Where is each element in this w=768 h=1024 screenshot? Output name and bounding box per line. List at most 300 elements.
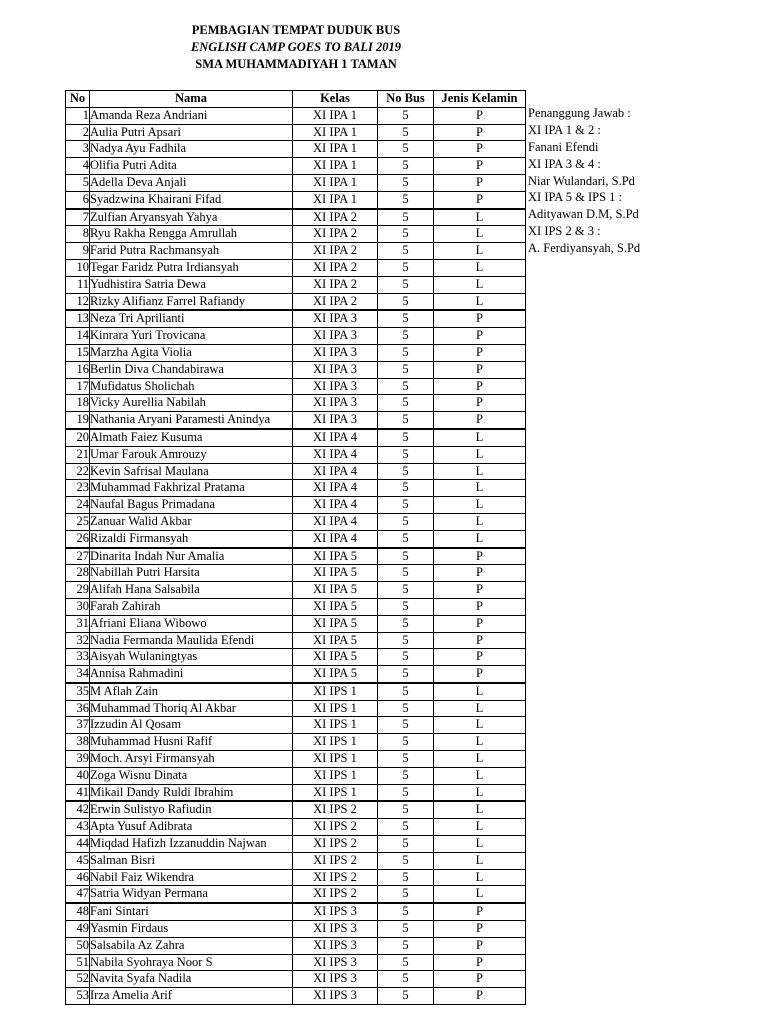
row-number: 25 bbox=[66, 513, 90, 530]
class-name: XI IPA 1 bbox=[293, 191, 378, 208]
column-header-no: No bbox=[66, 91, 90, 108]
class-name: XI IPA 4 bbox=[293, 480, 378, 497]
supervisor-line: XI IPA 5 & IPS 1 : bbox=[528, 190, 623, 205]
seating-table bbox=[65, 90, 526, 1005]
gender: P bbox=[434, 615, 526, 632]
row-number: 27 bbox=[66, 548, 90, 565]
class-name: XI IPS 1 bbox=[293, 784, 378, 801]
gender: L bbox=[434, 243, 526, 260]
gender: L bbox=[434, 209, 526, 226]
student-name: Nabillah Putri Harsita bbox=[90, 565, 293, 582]
row-number: 33 bbox=[66, 649, 90, 666]
class-name: XI IPA 5 bbox=[293, 548, 378, 565]
bus-number: 5 bbox=[378, 141, 434, 158]
student-name: Annisa Rahmadini bbox=[90, 666, 293, 683]
student-name: Tegar Faridz Putra Irdiansyah bbox=[90, 259, 293, 276]
gender: P bbox=[434, 921, 526, 938]
table-row bbox=[66, 293, 526, 310]
table-row bbox=[66, 717, 526, 734]
row-number: 39 bbox=[66, 751, 90, 768]
class-name: XI IPA 5 bbox=[293, 598, 378, 615]
row-number: 1 bbox=[66, 107, 90, 124]
row-number: 51 bbox=[66, 954, 90, 971]
gender: L bbox=[434, 852, 526, 869]
table-row bbox=[66, 158, 526, 175]
class-name: XI IPS 2 bbox=[293, 836, 378, 853]
bus-number: 5 bbox=[378, 886, 434, 903]
bus-number: 5 bbox=[378, 259, 434, 276]
table-row bbox=[66, 226, 526, 243]
table-row bbox=[66, 615, 526, 632]
school-name: SMA MUHAMMADIYAH 1 TAMAN bbox=[195, 57, 397, 71]
class-name: XI IPA 1 bbox=[293, 107, 378, 124]
student-name: Berlin Diva Chandabirawa bbox=[90, 361, 293, 378]
bus-number: 5 bbox=[378, 497, 434, 514]
student-name: Zanuar Walid Akbar bbox=[90, 513, 293, 530]
row-number: 32 bbox=[66, 632, 90, 649]
row-number: 31 bbox=[66, 615, 90, 632]
table-row bbox=[66, 751, 526, 768]
student-name: Vicky Aurellia Nabilah bbox=[90, 395, 293, 412]
class-name: XI IPS 3 bbox=[293, 954, 378, 971]
gender: L bbox=[434, 446, 526, 463]
table-row bbox=[66, 784, 526, 801]
bus-number: 5 bbox=[378, 107, 434, 124]
row-number: 46 bbox=[66, 869, 90, 886]
table-row bbox=[66, 819, 526, 836]
gender: L bbox=[434, 463, 526, 480]
gender: P bbox=[434, 971, 526, 988]
gender: L bbox=[434, 513, 526, 530]
class-name: XI IPA 2 bbox=[293, 259, 378, 276]
student-name: Alifah Hana Salsabila bbox=[90, 582, 293, 599]
gender: P bbox=[434, 158, 526, 175]
row-number: 24 bbox=[66, 497, 90, 514]
table-row bbox=[66, 869, 526, 886]
bus-number: 5 bbox=[378, 463, 434, 480]
bus-number: 5 bbox=[378, 903, 434, 920]
bus-number: 5 bbox=[378, 784, 434, 801]
row-number: 12 bbox=[66, 293, 90, 310]
bus-number: 5 bbox=[378, 582, 434, 599]
bus-number: 5 bbox=[378, 226, 434, 243]
bus-number: 5 bbox=[378, 751, 434, 768]
gender: P bbox=[434, 310, 526, 327]
row-number: 42 bbox=[66, 801, 90, 818]
class-name: XI IPA 1 bbox=[293, 158, 378, 175]
class-name: XI IPA 1 bbox=[293, 124, 378, 141]
student-name: Muhammad Thoriq Al Akbar bbox=[90, 700, 293, 717]
bus-number: 5 bbox=[378, 717, 434, 734]
student-name: Irza Amelia Arif bbox=[90, 988, 293, 1005]
class-name: XI IPA 3 bbox=[293, 310, 378, 327]
gender: L bbox=[434, 767, 526, 784]
column-header-jenis-kelamin: Jenis Kelamin bbox=[434, 91, 526, 108]
table-row bbox=[66, 921, 526, 938]
column-header-no-bus: No Bus bbox=[378, 91, 434, 108]
gender: P bbox=[434, 937, 526, 954]
row-number: 38 bbox=[66, 734, 90, 751]
row-number: 41 bbox=[66, 784, 90, 801]
bus-number: 5 bbox=[378, 598, 434, 615]
class-name: XI IPA 3 bbox=[293, 395, 378, 412]
class-name: XI IPS 1 bbox=[293, 734, 378, 751]
table-row bbox=[66, 259, 526, 276]
row-number: 48 bbox=[66, 903, 90, 920]
gender: P bbox=[434, 174, 526, 191]
gender: L bbox=[434, 276, 526, 293]
bus-number: 5 bbox=[378, 429, 434, 446]
student-name: Neza Tri Aprilianti bbox=[90, 310, 293, 327]
class-name: XI IPA 4 bbox=[293, 446, 378, 463]
class-name: XI IPA 4 bbox=[293, 530, 378, 547]
table-row bbox=[66, 649, 526, 666]
class-name: XI IPS 2 bbox=[293, 819, 378, 836]
row-number: 13 bbox=[66, 310, 90, 327]
table-row bbox=[66, 513, 526, 530]
bus-number: 5 bbox=[378, 378, 434, 395]
table-row bbox=[66, 971, 526, 988]
student-name: Rizaldi Firmansyah bbox=[90, 530, 293, 547]
gender: L bbox=[434, 480, 526, 497]
row-number: 17 bbox=[66, 378, 90, 395]
class-name: XI IPA 5 bbox=[293, 565, 378, 582]
student-name: Marzha Agita Violia bbox=[90, 344, 293, 361]
table-row bbox=[66, 548, 526, 565]
gender: P bbox=[434, 378, 526, 395]
student-name: Fani Sintari bbox=[90, 903, 293, 920]
class-name: XI IPA 5 bbox=[293, 666, 378, 683]
gender: L bbox=[434, 819, 526, 836]
row-number: 44 bbox=[66, 836, 90, 853]
table-row bbox=[66, 463, 526, 480]
table-row bbox=[66, 954, 526, 971]
bus-number: 5 bbox=[378, 276, 434, 293]
row-number: 14 bbox=[66, 328, 90, 345]
table-row bbox=[66, 395, 526, 412]
class-name: XI IPA 4 bbox=[293, 463, 378, 480]
row-number: 49 bbox=[66, 921, 90, 938]
class-name: XI IPA 3 bbox=[293, 344, 378, 361]
student-name: M Aflah Zain bbox=[90, 683, 293, 700]
table-row bbox=[66, 446, 526, 463]
bus-number: 5 bbox=[378, 361, 434, 378]
gender: P bbox=[434, 632, 526, 649]
student-name: Olifia Putri Adita bbox=[90, 158, 293, 175]
student-name: Almath Faiez Kusuma bbox=[90, 429, 293, 446]
table-row bbox=[66, 903, 526, 920]
bus-number: 5 bbox=[378, 124, 434, 141]
gender: L bbox=[434, 259, 526, 276]
gender: L bbox=[434, 293, 526, 310]
bus-number: 5 bbox=[378, 954, 434, 971]
supervisor-line: Fanani Efendi bbox=[528, 139, 599, 154]
table-row bbox=[66, 412, 526, 429]
gender: P bbox=[434, 582, 526, 599]
class-name: XI IPA 3 bbox=[293, 328, 378, 345]
table-row bbox=[66, 191, 526, 208]
gender: P bbox=[434, 141, 526, 158]
class-name: XI IPA 2 bbox=[293, 293, 378, 310]
gender: P bbox=[434, 328, 526, 345]
row-number: 9 bbox=[66, 243, 90, 260]
table-row bbox=[66, 582, 526, 599]
column-header-nama: Nama bbox=[90, 91, 293, 108]
class-name: XI IPA 2 bbox=[293, 243, 378, 260]
row-number: 47 bbox=[66, 886, 90, 903]
row-number: 43 bbox=[66, 819, 90, 836]
gender: P bbox=[434, 344, 526, 361]
student-name: Yasmin Firdaus bbox=[90, 921, 293, 938]
class-name: XI IPS 2 bbox=[293, 852, 378, 869]
class-name: XI IPA 5 bbox=[293, 582, 378, 599]
supervisor-line: XI IPA 1 & 2 : bbox=[528, 122, 601, 137]
bus-number: 5 bbox=[378, 937, 434, 954]
table-row bbox=[66, 276, 526, 293]
student-name: Adella Deva Anjali bbox=[90, 174, 293, 191]
event-subtitle: ENGLISH CAMP GOES TO BALI 2019 bbox=[190, 40, 402, 54]
class-name: XI IPA 2 bbox=[293, 226, 378, 243]
table-row bbox=[66, 174, 526, 191]
row-number: 3 bbox=[66, 141, 90, 158]
row-number: 45 bbox=[66, 852, 90, 869]
table-row bbox=[66, 734, 526, 751]
row-number: 34 bbox=[66, 666, 90, 683]
supervisor-line: A. Ferdiyansyah, S.Pd bbox=[528, 241, 641, 256]
bus-number: 5 bbox=[378, 819, 434, 836]
gender: P bbox=[434, 548, 526, 565]
document-title: PEMBAGIAN TEMPAT DUDUK BUS bbox=[191, 23, 401, 37]
student-name: Salman Bisri bbox=[90, 852, 293, 869]
row-number: 8 bbox=[66, 226, 90, 243]
bus-number: 5 bbox=[378, 836, 434, 853]
row-number: 29 bbox=[66, 582, 90, 599]
table-row bbox=[66, 310, 526, 327]
row-number: 26 bbox=[66, 530, 90, 547]
table-row bbox=[66, 344, 526, 361]
bus-number: 5 bbox=[378, 174, 434, 191]
bus-number: 5 bbox=[378, 513, 434, 530]
row-number: 21 bbox=[66, 446, 90, 463]
bus-number: 5 bbox=[378, 395, 434, 412]
student-name: Mufidatus Sholichah bbox=[90, 378, 293, 395]
table-row bbox=[66, 497, 526, 514]
document-header bbox=[0, 22, 592, 73]
row-number: 36 bbox=[66, 700, 90, 717]
student-name: Navita Syafa Nadila bbox=[90, 971, 293, 988]
row-number: 20 bbox=[66, 429, 90, 446]
row-number: 37 bbox=[66, 717, 90, 734]
row-number: 18 bbox=[66, 395, 90, 412]
student-name: Izzudin Al Qosam bbox=[90, 717, 293, 734]
class-name: XI IPS 2 bbox=[293, 869, 378, 886]
student-name: Kinrara Yuri Trovicana bbox=[90, 328, 293, 345]
class-name: XI IPA 2 bbox=[293, 276, 378, 293]
table-row bbox=[66, 565, 526, 582]
bus-number: 5 bbox=[378, 530, 434, 547]
table-row bbox=[66, 852, 526, 869]
gender: L bbox=[434, 226, 526, 243]
gender: L bbox=[434, 869, 526, 886]
table-row bbox=[66, 683, 526, 700]
gender: P bbox=[434, 649, 526, 666]
row-number: 19 bbox=[66, 412, 90, 429]
table-row bbox=[66, 598, 526, 615]
row-number: 5 bbox=[66, 174, 90, 191]
gender: L bbox=[434, 801, 526, 818]
table-row bbox=[66, 632, 526, 649]
class-name: XI IPS 1 bbox=[293, 717, 378, 734]
gender: L bbox=[434, 734, 526, 751]
student-name: Zulfian Aryansyah Yahya bbox=[90, 209, 293, 226]
bus-number: 5 bbox=[378, 293, 434, 310]
gender: P bbox=[434, 395, 526, 412]
row-number: 30 bbox=[66, 598, 90, 615]
bus-number: 5 bbox=[378, 412, 434, 429]
bus-number: 5 bbox=[378, 700, 434, 717]
student-name: Nabil Faiz Wikendra bbox=[90, 869, 293, 886]
supervisor-list bbox=[528, 105, 640, 257]
gender: P bbox=[434, 903, 526, 920]
row-number: 7 bbox=[66, 209, 90, 226]
bus-number: 5 bbox=[378, 666, 434, 683]
bus-number: 5 bbox=[378, 191, 434, 208]
bus-number: 5 bbox=[378, 852, 434, 869]
student-name: Moch. Arsyi Firmansyah bbox=[90, 751, 293, 768]
class-name: XI IPS 2 bbox=[293, 801, 378, 818]
student-name: Afriani Eliana Wibowo bbox=[90, 615, 293, 632]
table-row bbox=[66, 361, 526, 378]
row-number: 15 bbox=[66, 344, 90, 361]
gender: L bbox=[434, 751, 526, 768]
student-name: Nabila Syohraya Noor S bbox=[90, 954, 293, 971]
table-row bbox=[66, 378, 526, 395]
gender: L bbox=[434, 784, 526, 801]
table-row bbox=[66, 767, 526, 784]
table-row bbox=[66, 937, 526, 954]
table-row bbox=[66, 429, 526, 446]
class-name: XI IPS 1 bbox=[293, 683, 378, 700]
gender: P bbox=[434, 361, 526, 378]
student-name: Zoga Wisnu Dinata bbox=[90, 767, 293, 784]
student-name: Miqdad Hafizh Izzanuddin Najwan bbox=[90, 836, 293, 853]
gender: P bbox=[434, 988, 526, 1005]
table-row bbox=[66, 836, 526, 853]
bus-number: 5 bbox=[378, 446, 434, 463]
bus-number: 5 bbox=[378, 801, 434, 818]
class-name: XI IPS 3 bbox=[293, 921, 378, 938]
bus-number: 5 bbox=[378, 683, 434, 700]
student-name: Farah Zahirah bbox=[90, 598, 293, 615]
student-name: Nathania Aryani Paramesti Anindya bbox=[90, 412, 293, 429]
row-number: 10 bbox=[66, 259, 90, 276]
bus-number: 5 bbox=[378, 632, 434, 649]
student-name: Aulia Putri Apsari bbox=[90, 124, 293, 141]
class-name: XI IPA 3 bbox=[293, 412, 378, 429]
gender: L bbox=[434, 717, 526, 734]
student-name: Naufal Bagus Primadana bbox=[90, 497, 293, 514]
bus-number: 5 bbox=[378, 310, 434, 327]
bus-number: 5 bbox=[378, 480, 434, 497]
row-number: 35 bbox=[66, 683, 90, 700]
row-number: 22 bbox=[66, 463, 90, 480]
gender: P bbox=[434, 954, 526, 971]
class-name: XI IPS 3 bbox=[293, 937, 378, 954]
student-name: Aisyah Wulaningtyas bbox=[90, 649, 293, 666]
class-name: XI IPS 2 bbox=[293, 886, 378, 903]
class-name: XI IPA 4 bbox=[293, 513, 378, 530]
student-name: Amanda Reza Andriani bbox=[90, 107, 293, 124]
bus-number: 5 bbox=[378, 615, 434, 632]
supervisor-heading: Penanggung Jawab : bbox=[528, 106, 631, 120]
student-name: Syadzwina Khairani Fifad bbox=[90, 191, 293, 208]
table-row bbox=[66, 328, 526, 345]
bus-number: 5 bbox=[378, 243, 434, 260]
student-name: Muhammad Husni Rafif bbox=[90, 734, 293, 751]
class-name: XI IPS 3 bbox=[293, 988, 378, 1005]
class-name: XI IPS 3 bbox=[293, 971, 378, 988]
gender: L bbox=[434, 497, 526, 514]
row-number: 6 bbox=[66, 191, 90, 208]
bus-number: 5 bbox=[378, 209, 434, 226]
class-name: XI IPA 5 bbox=[293, 649, 378, 666]
class-name: XI IPS 1 bbox=[293, 700, 378, 717]
table-row bbox=[66, 141, 526, 158]
bus-number: 5 bbox=[378, 921, 434, 938]
bus-number: 5 bbox=[378, 344, 434, 361]
table-row bbox=[66, 530, 526, 547]
table-row bbox=[66, 666, 526, 683]
student-name: Kevin Safrisal Maulana bbox=[90, 463, 293, 480]
student-name: Yudhistira Satria Dewa bbox=[90, 276, 293, 293]
student-name: Umar Farouk Amrouzy bbox=[90, 446, 293, 463]
table-row bbox=[66, 988, 526, 1005]
table-row bbox=[66, 700, 526, 717]
gender: P bbox=[434, 412, 526, 429]
bus-number: 5 bbox=[378, 649, 434, 666]
gender: L bbox=[434, 683, 526, 700]
class-name: XI IPA 1 bbox=[293, 174, 378, 191]
student-name: Rizky Alifianz Farrel Rafiandy bbox=[90, 293, 293, 310]
class-name: XI IPA 3 bbox=[293, 378, 378, 395]
student-name: Satria Widyan Permana bbox=[90, 886, 293, 903]
row-number: 50 bbox=[66, 937, 90, 954]
bus-number: 5 bbox=[378, 767, 434, 784]
bus-number: 5 bbox=[378, 869, 434, 886]
gender: L bbox=[434, 836, 526, 853]
gender: P bbox=[434, 191, 526, 208]
class-name: XI IPS 1 bbox=[293, 767, 378, 784]
class-name: XI IPA 1 bbox=[293, 141, 378, 158]
column-header-kelas: Kelas bbox=[293, 91, 378, 108]
class-name: XI IPA 2 bbox=[293, 209, 378, 226]
table-row bbox=[66, 801, 526, 818]
supervisor-line: Adityawan D.M, S.Pd bbox=[528, 207, 639, 222]
student-name: Dinarita Indah Nur Amalia bbox=[90, 548, 293, 565]
student-name: Ryu Rakha Rengga Amrullah bbox=[90, 226, 293, 243]
gender: L bbox=[434, 700, 526, 717]
class-name: XI IPS 1 bbox=[293, 751, 378, 768]
row-number: 11 bbox=[66, 276, 90, 293]
table-row bbox=[66, 209, 526, 226]
supervisor-line: XI IPA 3 & 4 : bbox=[528, 156, 601, 171]
table-row bbox=[66, 107, 526, 124]
table-row bbox=[66, 243, 526, 260]
supervisor-line: XI IPS 2 & 3 : bbox=[528, 224, 601, 239]
table-row bbox=[66, 124, 526, 141]
student-name: Muhammad Fakhrizal Pratama bbox=[90, 480, 293, 497]
row-number: 53 bbox=[66, 988, 90, 1005]
